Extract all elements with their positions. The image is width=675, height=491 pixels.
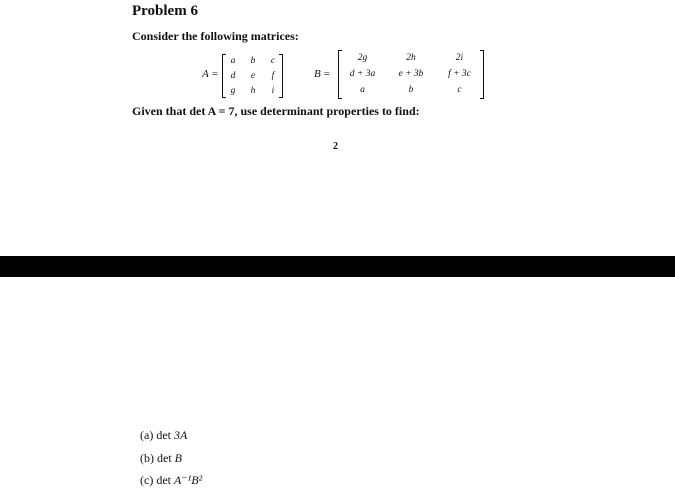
matrix-b-cell: 2g: [357, 52, 368, 63]
matrix-a-cell: f: [271, 71, 275, 81]
matrix-b-label: [314, 68, 330, 80]
problem-title: Problem 6: [132, 3, 198, 19]
part-a-expression: 3A: [174, 428, 188, 442]
part-a: [140, 428, 187, 443]
matrix-a-cell: h: [250, 86, 256, 96]
page-number: 2: [333, 141, 338, 152]
matrix-b-name: B: [314, 68, 321, 80]
matrix-b-cell: c: [457, 85, 462, 96]
part-b-label: (b): [140, 451, 154, 465]
matrix-b-cell: 2i: [455, 52, 464, 63]
matrix-a-cell: d: [230, 71, 236, 81]
part-b-text: det: [157, 451, 172, 465]
matrix-a-cell: i: [271, 86, 275, 96]
matrix-b-cell: f + 3c: [448, 68, 471, 79]
part-c-label: (c): [140, 473, 154, 487]
matrix-b-cell: d + 3a: [349, 68, 376, 79]
part-c-expression: A⁻¹B²: [174, 473, 203, 487]
matrix-a: [222, 54, 283, 98]
matrix-b-cell: 2h: [406, 52, 416, 63]
page-break-bar: [0, 256, 675, 277]
matrix-a-equals: =: [211, 68, 218, 80]
matrix-a-cell: e: [250, 71, 256, 81]
matrix-a-cell: b: [250, 56, 256, 66]
matrix-b-cell: a: [360, 85, 365, 96]
matrix-a-name: A: [202, 68, 209, 80]
part-a-label: (a): [140, 428, 154, 442]
problem-intro: Consider the following matrices:: [132, 29, 299, 43]
matrix-b-equals: =: [323, 68, 330, 80]
matrix-b: [338, 50, 484, 99]
part-c-text: det: [156, 473, 171, 487]
matrix-a-label: [202, 68, 218, 80]
part-a-text: det: [156, 428, 171, 442]
matrix-a-cell: a: [230, 56, 236, 66]
part-b-expression: B: [174, 451, 183, 465]
matrix-b-cell: b: [408, 85, 414, 96]
part-c: [140, 473, 202, 488]
given-statement: Given that det A = 7, use determinant properties to find:: [132, 104, 420, 118]
part-b: [140, 451, 182, 466]
matrix-b-cell: e + 3b: [398, 68, 424, 79]
matrix-a-cell: g: [230, 86, 236, 96]
matrix-a-cell: c: [270, 56, 276, 66]
